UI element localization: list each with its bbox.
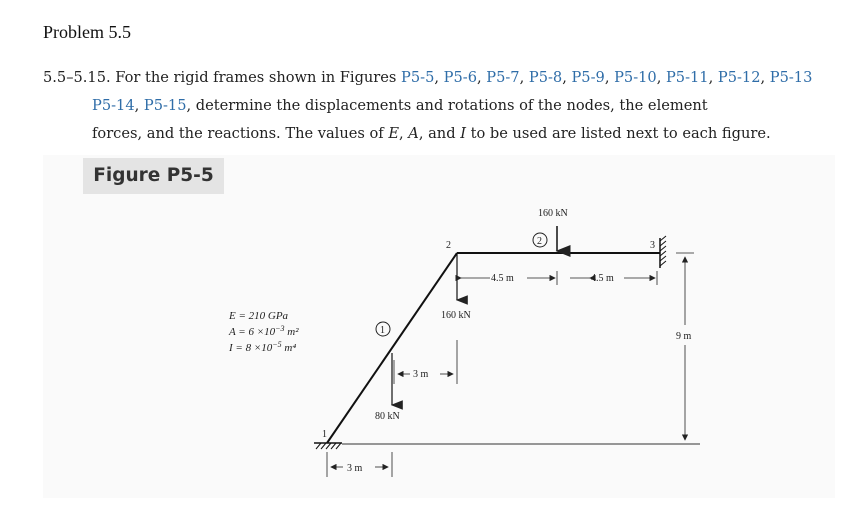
sep: ,	[434, 69, 444, 86]
sep: ,	[134, 97, 144, 114]
load-top-label: 160 kN	[538, 208, 568, 219]
fixed-support-node-3	[660, 236, 666, 268]
figure-link-p5-6[interactable]: P5-6	[443, 69, 477, 86]
symbol-e: E	[388, 125, 399, 142]
node-3-label: 3	[650, 240, 655, 251]
prop-a-unit: m²	[284, 326, 299, 338]
sep: ,	[562, 69, 572, 86]
figure-link-p5-14[interactable]: P5-14	[92, 97, 135, 114]
prop-i-exp: −5	[272, 340, 282, 349]
sep: ,	[604, 69, 615, 86]
statement-prefix: 5.5–5.15. For the rigid frames shown in Figures	[43, 69, 402, 86]
prop-i-base: I = 8 ×10	[229, 342, 273, 354]
node-2-label: 2	[446, 240, 451, 251]
figure-link-p5-8[interactable]: P5-8	[528, 69, 563, 86]
sep: ,	[399, 125, 409, 142]
element-1-label: 1	[380, 325, 385, 336]
sep: ,	[760, 69, 770, 86]
sep-and: , and	[418, 125, 461, 142]
load-low-label: 80 kN	[375, 411, 400, 422]
sep: ,	[656, 69, 666, 86]
prop-a-base: A = 6 ×10	[229, 326, 276, 338]
figure-link-p5-7[interactable]: P5-7	[486, 69, 520, 86]
prop-e: E = 210 GPa	[229, 310, 289, 322]
figure-link-p5-15[interactable]: P5-15	[143, 97, 187, 114]
figure-link-p5-11[interactable]: P5-11	[665, 69, 709, 86]
figure-link-p5-10[interactable]: P5-10	[614, 69, 657, 86]
figure-link-p5-12[interactable]: P5-12	[717, 69, 761, 86]
symbol-a: A	[408, 125, 419, 142]
dim-3m-base-label: 3 m	[347, 463, 363, 474]
prop-i	[228, 340, 296, 354]
statement-mid: , determine the displacements and rotations of the nodes, the element	[186, 97, 708, 114]
problem-title: Problem 5.5	[43, 22, 131, 42]
symbol-i: I	[460, 125, 466, 142]
figure-label: Figure P5-5	[83, 158, 224, 194]
fixed-support-node-1	[314, 443, 342, 449]
prop-a-exp: −3	[275, 324, 285, 333]
dim-3m-mid-label: 3 m	[413, 369, 429, 380]
sep: ,	[708, 69, 718, 86]
figure-link-p5-5[interactable]: P5-5	[401, 69, 435, 86]
sep: ,	[476, 69, 487, 86]
load-mid-label: 160 kN	[441, 310, 471, 321]
element-2-label: 2	[537, 236, 542, 247]
prop-i-unit: m⁴	[281, 342, 297, 354]
dim-45-left-label: 4.5 m	[491, 273, 514, 284]
dim-45-right-label: 4.5 m	[591, 273, 614, 284]
figure-link-p5-9[interactable]: P5-9	[571, 69, 605, 86]
prop-a	[228, 324, 299, 338]
sep: ,	[519, 69, 529, 86]
statement-line3b: to be used are listed next to each figure.	[465, 125, 771, 142]
node-1-label: 1	[322, 429, 327, 440]
statement-line3a: forces, and the reactions. The values of	[92, 125, 389, 142]
dim-9m-label: 9 m	[676, 331, 692, 342]
figure-link-p5-13[interactable]: P5-13	[769, 69, 813, 86]
